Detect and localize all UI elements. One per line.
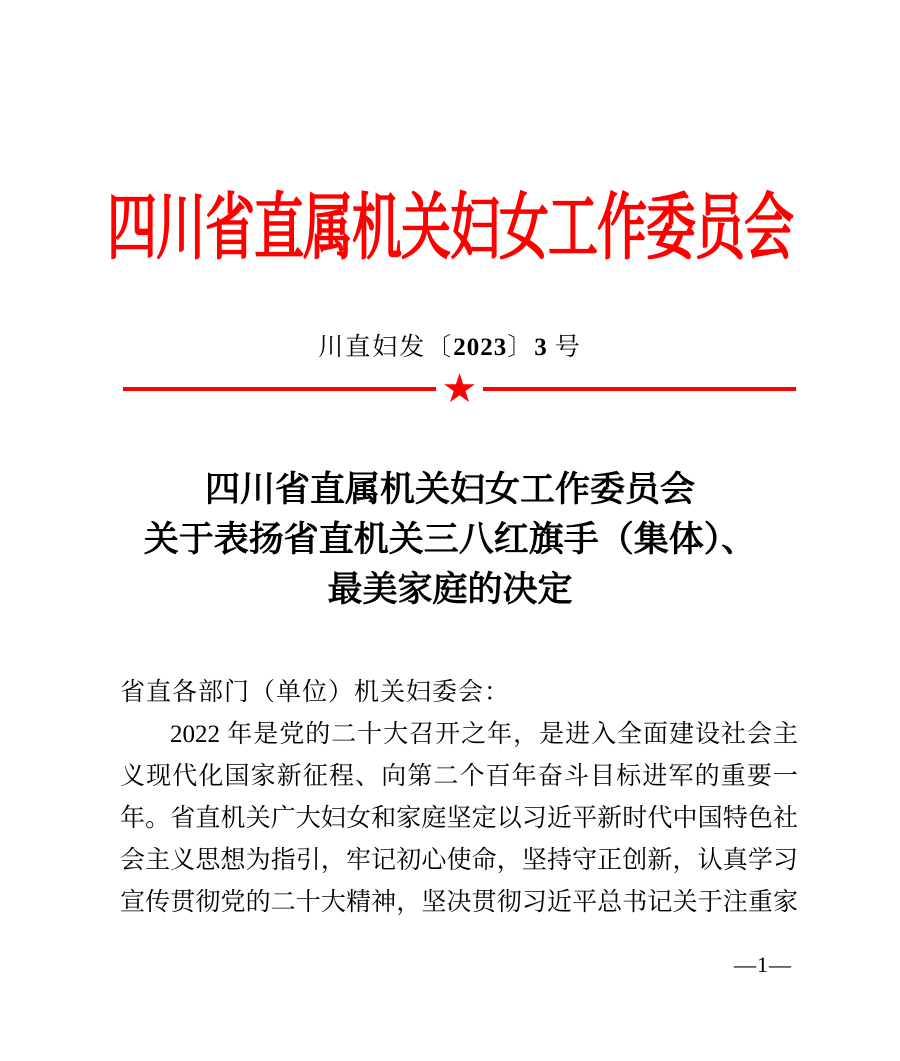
- paragraph-line: 2022 年是党的二十大召开之年，是进入全面建设社会主: [170, 721, 798, 748]
- paragraph-line: 义现代化国家新征程、向第二个百年奋斗目标进军的重要一: [120, 763, 798, 790]
- document-title-line-2: 关于表扬省直机关三八红旗手（集体）、: [143, 520, 757, 559]
- red-masthead-title: 四川省直属机关妇女工作委员会: [107, 187, 793, 269]
- document-title-line-1: 四川省直属机关妇女工作委员会: [204, 470, 695, 509]
- paragraph-line: 宣传贯彻党的二十大精神，坚决贯彻习近平总书记关于注重家: [120, 889, 798, 916]
- document-title-line-3: 最美家庭的决定: [327, 570, 573, 609]
- document-body: [120, 672, 798, 924]
- doc-number-year: 2023: [453, 334, 508, 361]
- red-star-icon: ★: [441, 366, 478, 412]
- paragraph-line: 年。省直机关广大妇女和家庭坚定以习近平新时代中国特色社: [120, 805, 798, 832]
- document-number: [0, 333, 900, 363]
- divider-line-right: [483, 387, 796, 391]
- paragraph-line: 会主义思想为指引，牢记初心使命，坚持守正创新，认真学习: [120, 847, 798, 874]
- salutation-line: 省直各部门（单位）机关妇委会：: [120, 679, 511, 706]
- doc-number-bracket-close: 〕: [507, 334, 535, 361]
- page-number: —1—: [734, 952, 792, 977]
- document-title: [0, 465, 900, 615]
- doc-number-bracket-open: 〔: [426, 334, 454, 361]
- doc-number-suffix: 号: [554, 334, 582, 361]
- divider-line-left: [123, 387, 436, 391]
- red-divider: [123, 366, 796, 412]
- doc-number-serial: 3: [534, 334, 548, 361]
- doc-number-prefix: 川直妇发: [318, 334, 427, 361]
